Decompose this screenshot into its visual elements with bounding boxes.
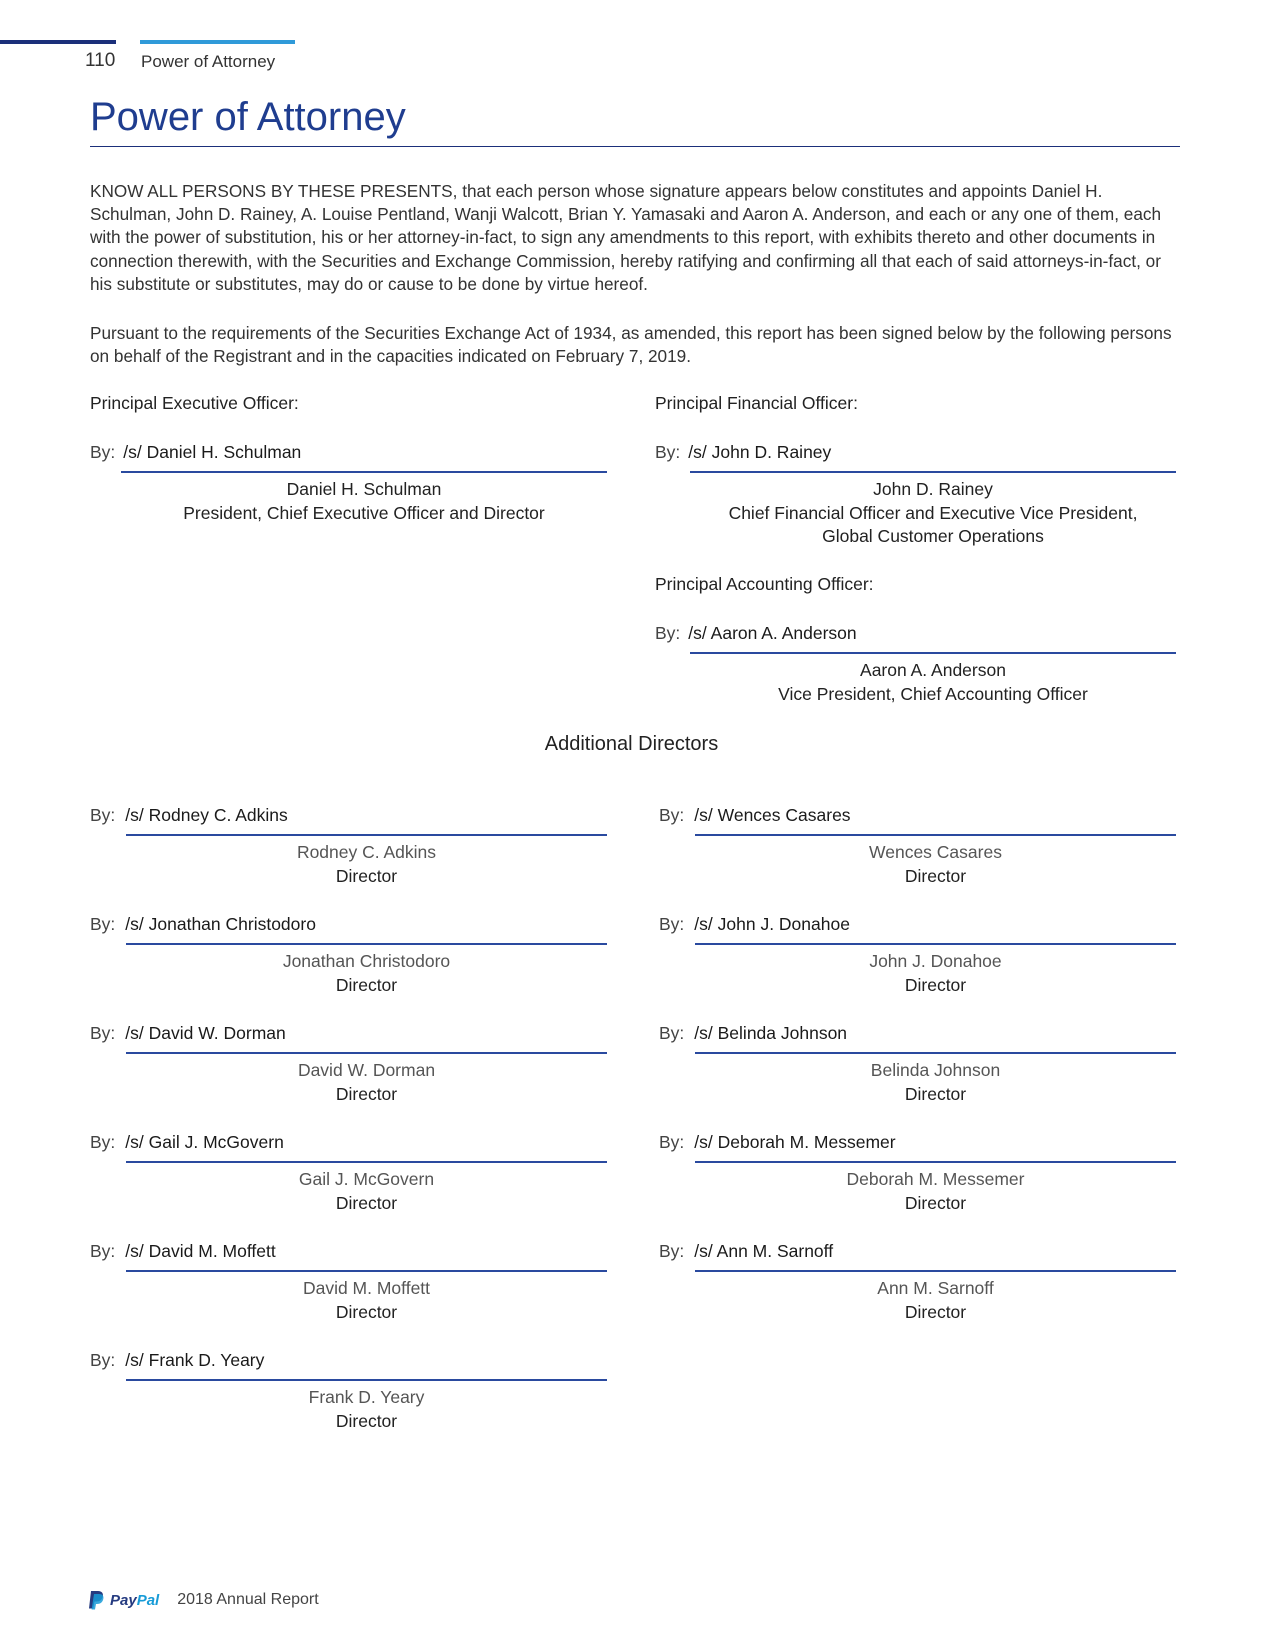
signature-line-financial — [655, 442, 831, 463]
signatory-name: Daniel H. Schulman — [286, 479, 442, 499]
director-signature: /s/ Gail J. McGovern — [125, 1132, 284, 1152]
logo-text-pay: Pay — [110, 1591, 137, 1609]
director-signature: /s/ Jonathan Christodoro — [125, 914, 316, 934]
signature-rule — [126, 1161, 607, 1163]
signature: /s/ Daniel H. Schulman — [123, 442, 302, 462]
signature-rule — [126, 1052, 607, 1054]
director-signature: /s/ John J. Donahoe — [694, 914, 850, 934]
signatory-title: President, Chief Executive Officer and Director — [183, 502, 545, 523]
director-role: Director — [904, 1083, 967, 1104]
director-name: Wences Casares — [869, 842, 1002, 862]
director-name: David W. Dorman — [297, 1060, 436, 1080]
by-label: By: — [90, 1241, 116, 1261]
by-label: By: — [90, 1023, 116, 1043]
director-signature-line — [90, 1241, 276, 1262]
director-signature-line — [90, 1350, 264, 1371]
by-label: By: — [659, 914, 685, 934]
signatory-caption-financial — [690, 478, 1176, 549]
by-label: By: — [659, 805, 685, 825]
director-signature: /s/ Belinda Johnson — [694, 1023, 848, 1043]
director-signature-line — [659, 1023, 847, 1044]
director-caption — [695, 841, 1176, 888]
director-role: Director — [335, 974, 398, 995]
signature: /s/ John D. Rainey — [688, 442, 832, 462]
director-role: Director — [904, 1192, 967, 1213]
director-caption — [126, 1168, 607, 1215]
signatory-name: John D. Rainey — [873, 479, 993, 499]
officer-label-accounting: Principal Accounting Officer: — [655, 574, 874, 594]
officer-label-executive: Principal Executive Officer: — [90, 393, 299, 413]
signature: /s/ Aaron A. Anderson — [688, 623, 857, 643]
signature-rule — [126, 834, 607, 836]
director-name: David M. Moffett — [302, 1278, 431, 1298]
signature-rule — [690, 652, 1176, 654]
paypal-p-icon — [88, 1590, 104, 1610]
page-number: 110 — [85, 50, 116, 71]
signature-rule — [695, 1052, 1176, 1054]
logo-text-pal: Pal — [136, 1591, 160, 1609]
director-signature: /s/ Deborah M. Messemer — [694, 1132, 896, 1152]
director-signature: /s/ David M. Moffett — [125, 1241, 276, 1261]
director-role: Director — [904, 865, 967, 886]
director-name: Frank D. Yeary — [308, 1387, 425, 1407]
title-divider — [90, 146, 1180, 147]
additional-directors-heading: Additional Directors — [544, 733, 719, 755]
officer-label-financial: Principal Financial Officer: — [655, 393, 858, 413]
director-role: Director — [904, 1301, 967, 1322]
director-signature-line — [659, 914, 850, 935]
header-accent-bar-dark — [0, 40, 116, 44]
running-title: Power of Attorney — [141, 52, 276, 71]
signature-rule — [126, 1379, 607, 1381]
director-signature-line — [90, 805, 288, 826]
director-name: John J. Donahoe — [869, 951, 1002, 971]
director-name: Jonathan Christodoro — [282, 951, 451, 971]
by-label: By: — [659, 1241, 685, 1261]
signature-rule — [695, 943, 1176, 945]
signatory-title: Chief Financial Officer and Executive Vice President, — [728, 502, 1138, 523]
footer — [88, 1590, 319, 1610]
paypal-logo — [110, 1592, 159, 1609]
signatory-caption-executive — [121, 478, 607, 525]
director-name: Ann M. Sarnoff — [877, 1278, 994, 1298]
director-caption — [695, 1277, 1176, 1324]
signature-rule — [126, 943, 607, 945]
signature-rule — [690, 471, 1176, 473]
by-label: By: — [90, 442, 116, 462]
signatory-title: Vice President, Chief Accounting Officer — [778, 683, 1088, 704]
director-role: Director — [335, 1301, 398, 1322]
director-caption — [695, 950, 1176, 997]
signature-line-accounting — [655, 623, 857, 644]
director-name: Gail J. McGovern — [298, 1169, 435, 1189]
by-label: By: — [90, 1350, 116, 1370]
signatory-name: Aaron A. Anderson — [860, 660, 1006, 680]
signature-rule — [695, 834, 1176, 836]
director-caption — [695, 1059, 1176, 1106]
signature-rule — [121, 471, 607, 473]
by-label: By: — [655, 623, 681, 643]
director-caption — [126, 950, 607, 997]
director-signature: /s/ David W. Dorman — [125, 1023, 286, 1043]
director-signature-line — [90, 1023, 286, 1044]
director-role: Director — [335, 865, 398, 886]
director-caption — [695, 1168, 1176, 1215]
by-label: By: — [655, 442, 681, 462]
by-label: By: — [90, 1132, 116, 1152]
signature-rule — [695, 1161, 1176, 1163]
signature-rule — [695, 1270, 1176, 1272]
director-name: Rodney C. Adkins — [296, 842, 437, 862]
director-caption — [126, 841, 607, 888]
signatory-title: Global Customer Operations — [822, 526, 1044, 546]
director-signature-line — [659, 1241, 833, 1262]
director-role: Director — [335, 1083, 398, 1104]
director-name: Deborah M. Messemer — [846, 1169, 1025, 1189]
by-label: By: — [90, 914, 116, 934]
director-caption — [126, 1386, 607, 1433]
by-label: By: — [659, 1023, 685, 1043]
director-role: Director — [335, 1410, 398, 1431]
director-role: Director — [335, 1192, 398, 1213]
director-caption — [126, 1059, 607, 1106]
signatory-caption-accounting — [690, 659, 1176, 706]
by-label: By: — [90, 805, 116, 825]
director-name: Belinda Johnson — [870, 1060, 1001, 1080]
report-label: 2018 Annual Report — [177, 1591, 319, 1608]
director-signature: /s/ Frank D. Yeary — [125, 1350, 265, 1370]
director-signature: /s/ Rodney C. Adkins — [125, 805, 288, 825]
director-signature-line — [659, 805, 851, 826]
director-role: Director — [904, 974, 967, 995]
by-label: By: — [659, 1132, 685, 1152]
header-accent-bar-light — [140, 40, 295, 44]
page-title: Power of Attorney — [90, 95, 406, 139]
signature-rule — [126, 1270, 607, 1272]
director-signature-line — [659, 1132, 896, 1153]
signature-line-executive — [90, 442, 301, 463]
pursuant-paragraph: Pursuant to the requirements of the Securities Exchange Act of 1934, as amended, this report has been signed below by the following persons on behalf of the Registrant and in the capacities indicated on February 7, 2019. — [90, 323, 1172, 367]
director-signature-line — [90, 1132, 284, 1153]
director-signature: /s/ Wences Casares — [694, 805, 851, 825]
director-signature-line — [90, 914, 316, 935]
director-signature: /s/ Ann M. Sarnoff — [694, 1241, 834, 1261]
director-caption — [126, 1277, 607, 1324]
appointment-paragraph: KNOW ALL PERSONS BY THESE PRESENTS, that each person whose signature appears below constitutes and appoints Daniel H. Schulman, John D. Rainey, A. Louise Pentland, Wanji Walcott, Brian Y. Yamasaki and Aaron A. Anderson, and each or any one of them, each with the power of substitution, his or her attorney-in-fact, to sign any amendments to this report, with exhibits thereto and other documents in connection therewith, with the Securities and Exchange Commission, hereby ratifying and confirming all that each of said attorneys-in-fact, or his substitute or substitutes, may do or cause to be done by virtue hereof. — [90, 181, 1162, 294]
